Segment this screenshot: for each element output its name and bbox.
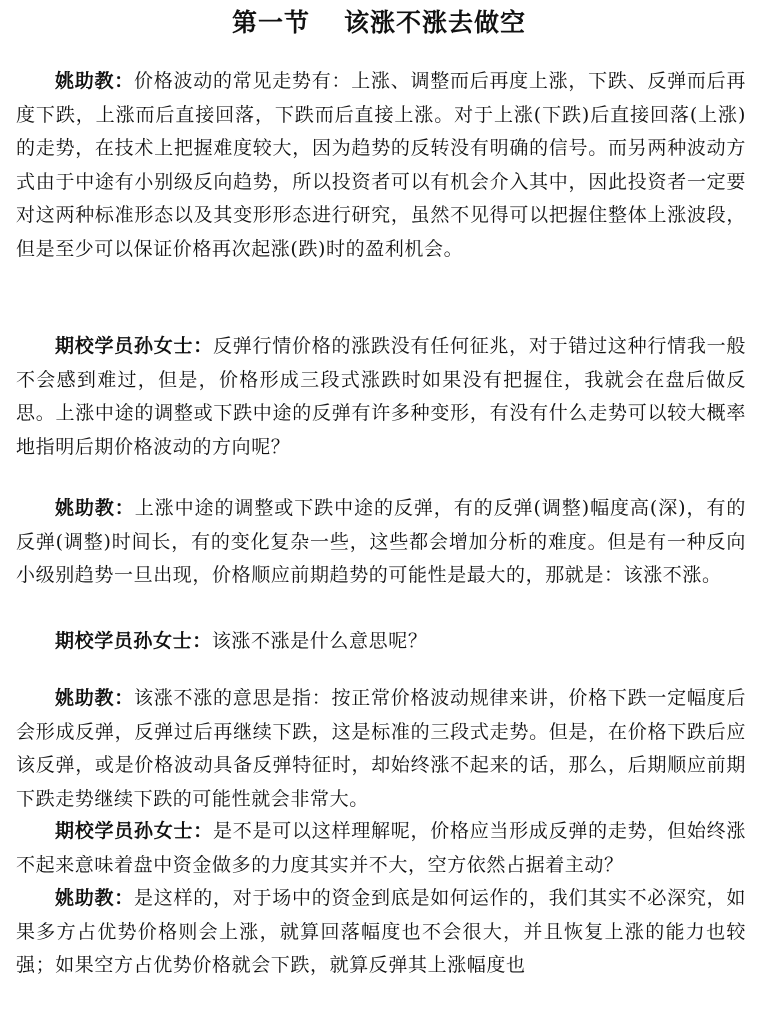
- paragraph-text: 是不是可以这样理解呢，价格应当形成反弹的走势，但始终涨不起来意味着盘中资金做多的力度其实并不大，空方依然占据着主动？: [16, 820, 746, 876]
- speaker-label: 期校学员孙女士：: [55, 820, 213, 842]
- paragraph-text: 该涨不涨是什么意思呢？: [211, 630, 428, 652]
- dialogue-paragraph-7: [16, 882, 746, 983]
- dialogue-paragraph-4: [16, 625, 746, 659]
- section-title: [0, 3, 758, 43]
- paragraph-text: 上涨中途的调整或下跌中途的反弹，有的反弹(调整)幅度高(深)，有的反弹(调整)时间长，有的变化复杂一些，这些都会增加分析的难度。但是有一种反向小级别趋势一旦出现，价格顺应前期趋势的可能性是最大的，那就是：该涨不涨。: [16, 497, 746, 587]
- paragraph-text: 反弹行情价格的涨跌没有任何征兆，对于错过这种行情我一般不会感到难过，但是，价格形成三段式涨跌时如果没有把握住，我就会在盘后做反思。上涨中途的调整或下跌中途的反弹有许多种变形，有没有什么走势可以较大概率地指明后期价格波动的方向呢？: [16, 335, 746, 458]
- speaker-label: 姚助教：: [55, 687, 134, 709]
- speaker-label: 姚助教：: [55, 70, 134, 92]
- section-heading: 该涨不涨去做空: [344, 8, 527, 37]
- paragraph-text: 是这样的，对于场中的资金到底是如何运作的，我们其实不必深究，如果多方占优势价格则会上涨，就算回落幅度也不会很大，并且恢复上涨的能力也较强；如果空方占优势价格就会下跌，就算反弹其上涨幅度也: [16, 887, 746, 977]
- dialogue-paragraph-3: [16, 492, 746, 593]
- paragraph-text: 价格波动的常见走势有：上涨、调整而后再度上涨，下跌、反弹而后再度下跌，上涨而后直接回落，下跌而后直接上涨。对于上涨(下跌)后直接回落(上涨)的走势，在技术上把握难度较大，因为趋势的反转没有明确的信号。而另两种波动方式由于中途有小别级反向趋势，所以投资者可以有机会介入其中，因此投资者一定要对这两种标准形态以及其变形形态进行研究，虽然不见得可以把握住整体上涨波段，但是至少可以保证价格再次起涨(跌)时的盈利机会。: [16, 70, 746, 260]
- paragraph-text: 该涨不涨的意思是指：按正常价格波动规律来讲，价格下跌一定幅度后会形成反弹，反弹过后再继续下跌，这是标准的三段式走势。但是，在价格下跌后应该反弹，或是价格波动具备反弹特征时，却始终涨不起来的话，那么，后期顺应前期下跌走势继续下跌的可能性就会非常大。: [16, 687, 746, 810]
- speaker-label: 期校学员孙女士：: [55, 335, 213, 357]
- dialogue-paragraph-2: [16, 330, 746, 464]
- dialogue-paragraph-1: [16, 65, 746, 267]
- dialogue-paragraph-6: [16, 815, 746, 882]
- dialogue-paragraph-5: [16, 682, 746, 816]
- section-number: 第一节: [231, 8, 310, 37]
- speaker-label: 姚助教：: [55, 497, 135, 519]
- speaker-label: 期校学员孙女士：: [55, 630, 212, 652]
- speaker-label: 姚助教：: [55, 887, 134, 909]
